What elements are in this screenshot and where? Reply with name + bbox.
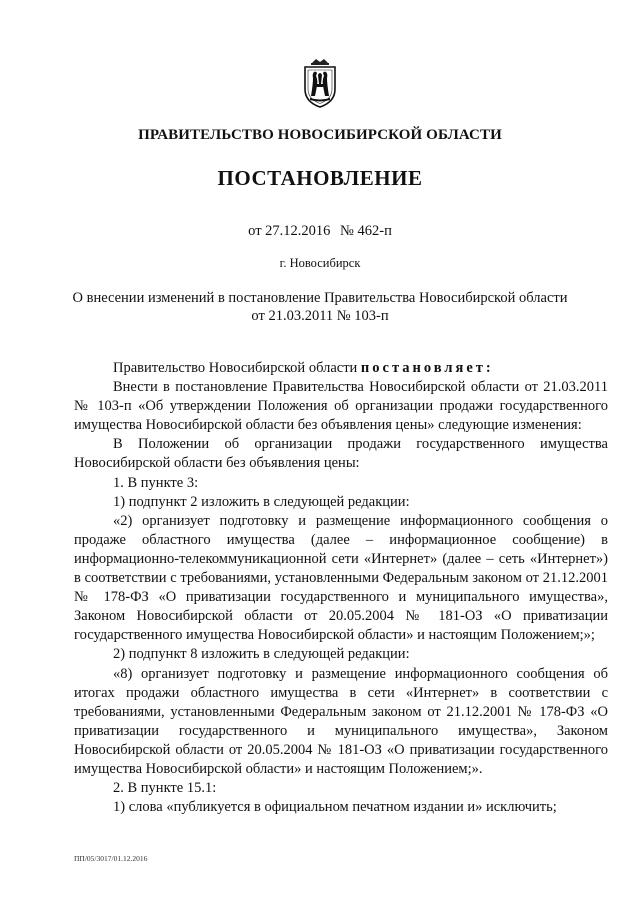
paragraph: 2) подпункт 8 изложить в следующей редакции: [113, 646, 410, 663]
subject-line-2: от 21.03.2011 № 103-п [251, 308, 389, 324]
paragraph: В Положении об организации продажи государственного имущества Новосибирской области без объявления цены: [74, 436, 608, 472]
footer-document-code: ПП/05/3017/01.12.2016 [74, 854, 148, 863]
paragraph-resolution [74, 359, 608, 378]
paragraph: «2) организует подготовку и размещение информационного сообщения о продаже областного имущества (далее – информационное сообщение) в информационно-телекоммуникационной сети «Интернет» (далее – сеть «Интернет») в соответствии с требованиями, установленными Федеральным законом от 21.12.2001 № 178-ФЗ «О приватизации государственного и муниципального имущества», Законом Новосибирской области от 20.05.2004 № 181-ОЗ «О приватизации государственного имущества Новосибирской области» и настоящим Положением;»; [74, 512, 608, 644]
subject-line-1: О внесении изменений в постановление Правительства Новосибирской области [72, 290, 568, 306]
paragraph: Внести в постановление Правительства Новосибирской области от 21.03.2011 № 103-п «Об утверждении Положения об организации продажи государственного имущества Новосибирской области без объявления цены» следующие изменения: [74, 379, 608, 434]
document-number: № 462-п [340, 223, 392, 239]
paragraph: 1. В пункте 3: [113, 474, 199, 491]
paragraph: «8) организует подготовку и размещение информационного сообщения об итогах продажи областного имущества в сети «Интернет» в соответствии с требованиями, установленными Федеральным законом от 21.12.2001 № 178-ФЗ «О приватизации государственного и муниципального имущества», Законом Новосибирской области от 20.05.2004 № 181-ОЗ «О приватизации государственного имущества Новосибирской области» и настоящим Положением;». [74, 665, 608, 777]
document-date-line [0, 223, 640, 240]
coat-of-arms-emblem [302, 58, 338, 108]
coat-of-arms-icon [302, 58, 338, 108]
organization-title: ПРАВИТЕЛЬСТВО НОВОСИБИРСКОЙ ОБЛАСТИ [138, 127, 502, 143]
paragraph: 2. В пункте 15.1: [113, 780, 217, 797]
document-body [74, 359, 608, 817]
city-line: г. Новосибирск [279, 256, 361, 270]
document-date: 27.12.2016 [265, 223, 331, 239]
resolution-lead: Правительство Новосибирской области [113, 360, 361, 376]
document-type-title: ПОСТАНОВЛЕНИЕ [217, 166, 423, 190]
date-prefix: от [248, 223, 262, 239]
resolution-action: постановляет: [360, 360, 494, 376]
paragraph: 1) подпункт 2 изложить в следующей редакции: [113, 493, 410, 510]
paragraph: 1) слова «публикуется в официальном печатном издании и» исключить; [113, 799, 557, 816]
document-subject [60, 289, 580, 325]
